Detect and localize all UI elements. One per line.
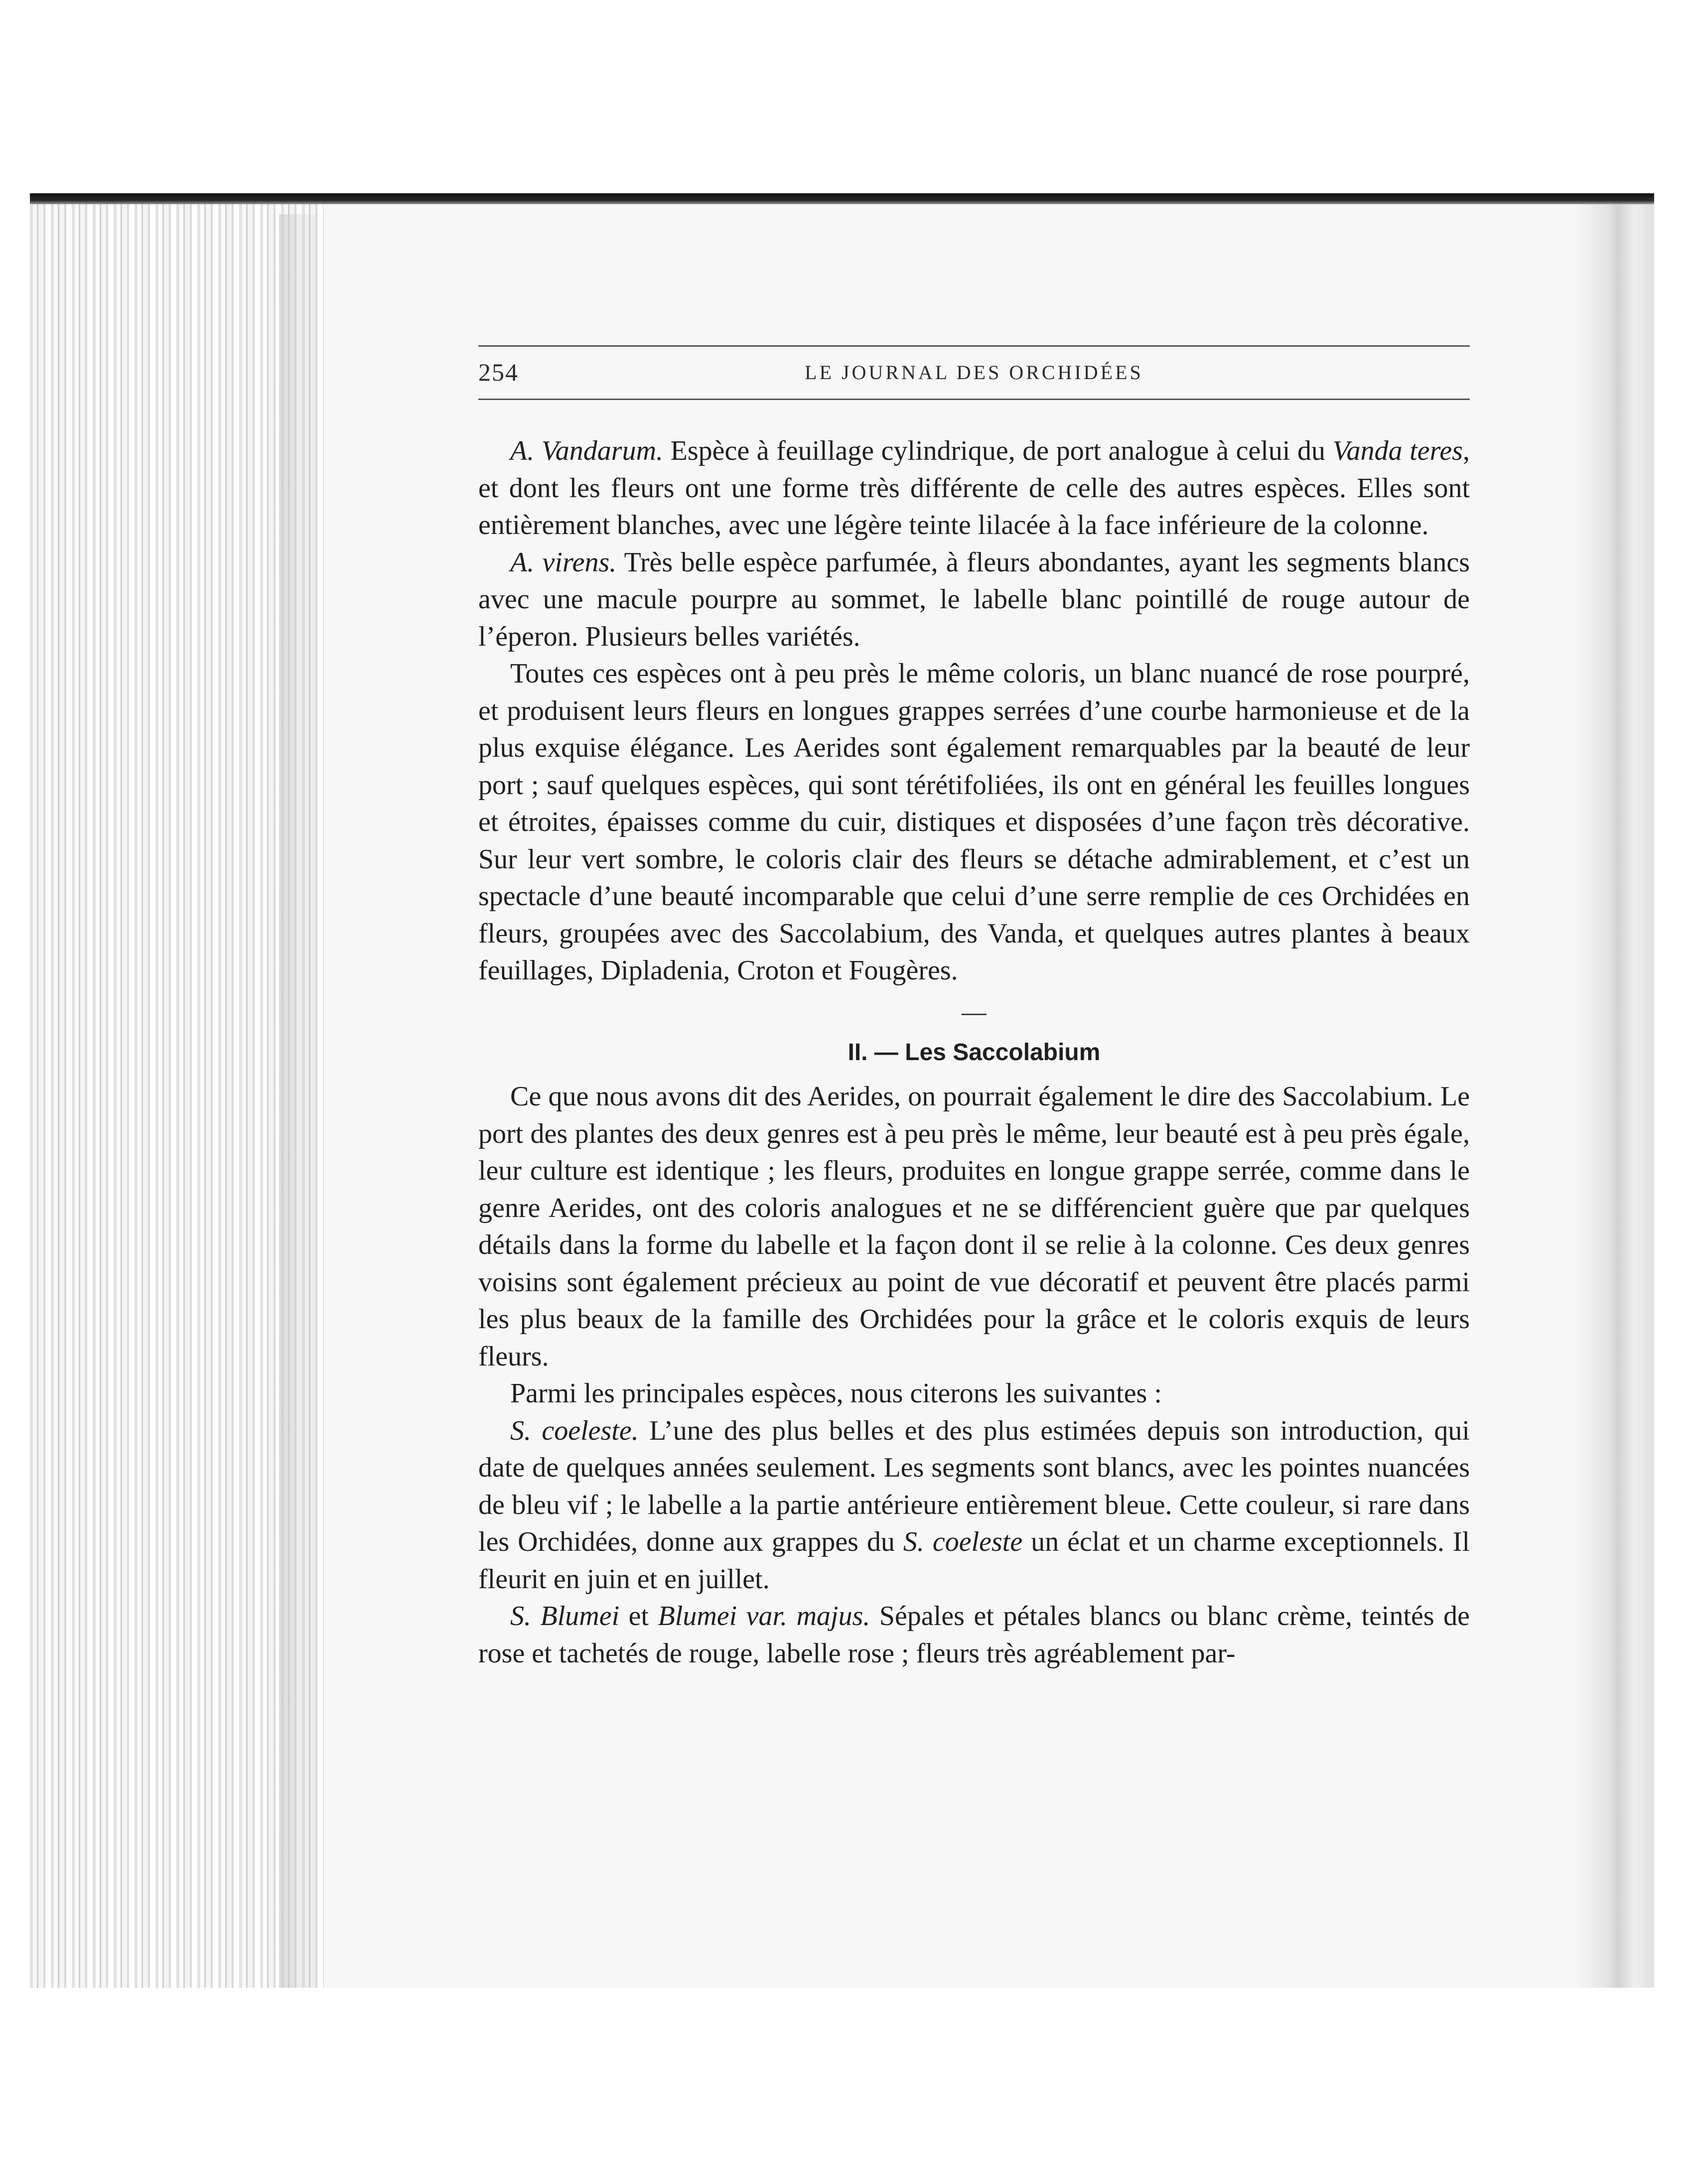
paragraph-vandarum: A. Vandarum. Espèce à feuillage cylindrique, de port analogue à celui du Vanda teres, et dont les fleurs ont une forme très différente de celle des autres espèces. Elles sont entièrement blanches, avec une légère teinte lilacée à la face inférieure de la colonne. [478,435,1470,541]
paragraph-virens: A. virens. Très belle espèce parfumée, à fleurs abondantes, ayant les segments blancs avec une macule pourpre au sommet, le labelle blanc pointillé de rouge autour de l’éperon. Plusieurs belles variétés. [478,546,1470,652]
paragraph-blumei: S. Blumei et Blumei var. majus. Sépales et pétales blancs ou blanc crème, teintés de rose et tachetés de rouge, labelle rose ; fleurs très agréablement par- [478,1601,1470,1669]
right-page-shadow [1574,204,1654,1988]
section-separator: — [962,997,986,1026]
body-text [478,432,1470,1672]
header-bottom-rule [478,399,1470,400]
species-ref: S. coeleste [903,1526,1023,1557]
species-name-variety: Blumei var. majus. [658,1601,870,1632]
species-name: S. Blumei [510,1601,620,1632]
species-name: A. Vandarum. [510,435,664,466]
paragraph-saccolabium-intro: Ce que nous avons dit des Aerides, on pourrait également le dire des Saccolabium. Le port des plantes des deux genres est à peu près le même, leur beauté est à peu près égale, leur culture est identique ; les fleurs, produites en longue grappe serrée, comme dans le genre Aerides, ont des coloris analogues et ne se différencient guère que par quelques détails dans la forme du labelle et la façon dont il se relie à la colonne. Ces deux genres voisins sont également précieux au point de vue décoratif et peuvent être placés parmi les plus beaux de la famille des Orchidées pour la grâce et le coloris exquis de leurs fleurs. [478,1081,1470,1372]
running-title: LE JOURNAL DES ORCHIDÉES [805,361,1143,384]
paragraph-coeleste: S. coeleste. L’une des plus belles et des plus estimées depuis son introduction, qui date de quelques années seulement. Les segments sont blancs, avec les pointes nuancées de bleu vif ; le labelle a la partie antérieure entièrement bleue. Cette couleur, si rare dans les Orchidées, donne aux grappes du S. coeleste un éclat et un charme exceptionnels. Il fleurit en juin et en juillet. [478,1415,1470,1595]
page-edge-shadow [279,214,324,1988]
book-top-edge [30,193,1654,205]
paragraph-species-list-intro: Parmi les principales espèces, nous citerons les suivantes : [510,1378,1162,1409]
section-title: II. — Les Saccolabium [847,1039,1101,1066]
header-top-rule [478,345,1470,347]
species-name: A. virens. [510,546,617,578]
paragraph-general-aerides: Toutes ces espèces ont à peu près le même coloris, un blanc nuancé de rose pourpré, et produisent leurs fleurs en longues grappes serrées d’une courbe harmonieuse et de la plus exquise élégance. Les Aerides sont également remarquables par la beauté de leur port ; sauf quelques espèces, qui sont térétifoliées, ils ont en général les feuilles longues et étroites, épaisses comme du cuir, distiques et disposées d’une façon très décorative. Sur leur vert sombre, le coloris clair des fleurs se détache admirablement, et c’est un spectacle d’une beauté incomparable que celui d’une serre remplie de ces Orchidées en fleurs, groupées avec des Saccolabium, des Vanda, et quelques autres plantes à beaux feuillages, Dipladenia, Croton et Fougères. [478,658,1470,986]
page-header [478,358,1470,393]
page-number: 254 [478,358,519,386]
species-ref: Vanda teres [1332,435,1463,466]
species-name: S. coeleste. [510,1415,639,1446]
